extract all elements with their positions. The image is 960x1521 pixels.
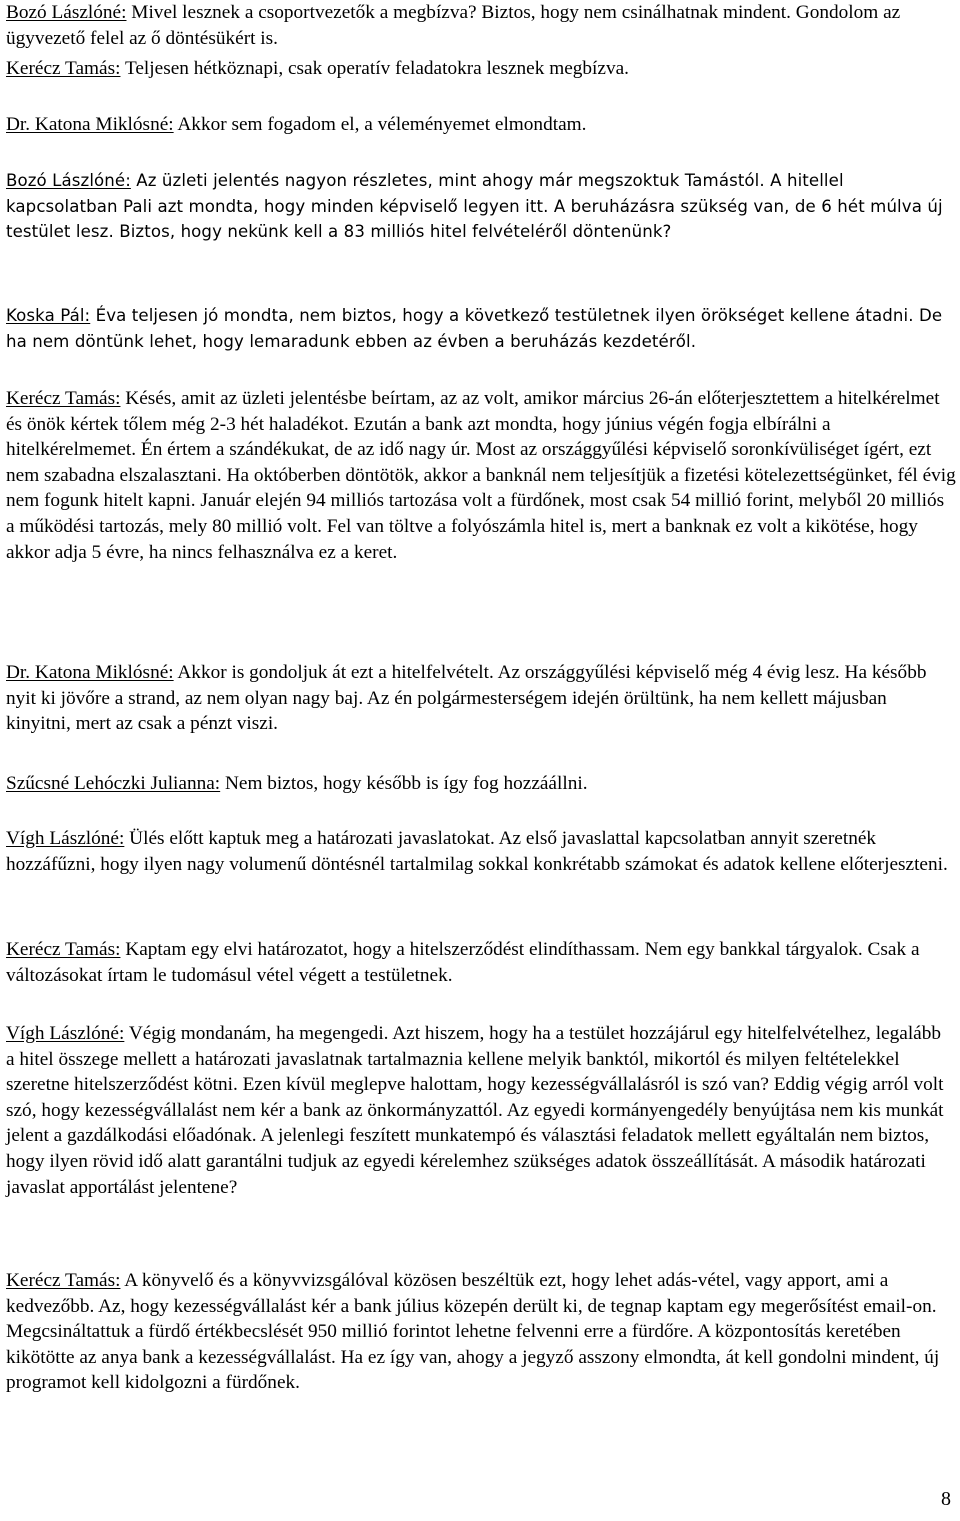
paragraph-10 — [6, 937, 954, 988]
speaker-name: Szűcsné Lehóczki Julianna: — [6, 773, 221, 794]
speaker-name: Dr. Katona Miklósné: — [6, 662, 174, 683]
paragraph-text: Éva teljesen jó mondta, nem biztos, hogy a következő testületnek ilyen örökséget kellene átadni. De ha nem döntünk lehet, hogy lemaradunk ebben az évben a beruházás kezdetéről. — [6, 306, 943, 351]
paragraph-text: Nem biztos, hogy később is így fog hozzáállni. — [220, 773, 588, 794]
paragraph-text: Végig mondanám, ha megengedi. Azt hiszem, hogy ha a testület hozzájárul egy hitelfelvételhez, legalább a hitel összege mellett a határozati javaslatnak tartalmaznia kellene melyik banktól, mikortól és milyen feltételekkel szeretne hitelszerződést kötni. Ezen kívül meglepve halottam, hogy kezességvállalásról is szó van? Eddig végig arról volt szó, hogy kezességvállalást nem kér a bank az önkormányzattól. Az egyedi kormányengedély benyújtása nem kis munkát jelent a gazdálkodási előadónak. A jelenlegi feszített munkatempó és választási feladatok mellett egyáltalán nem biztos, hogy ilyen rövid idő alatt garantálni tudjuk az egyedi kérelemhez szükséges adatok összeállítását. A második határozati javaslat apportálást jelentene? — [6, 1023, 944, 1198]
paragraph-text: Mivel lesznek a csoportvezetők a megbízva? Biztos, hogy nem csinálhatnak mindent. Gondolom az ügyvezető felel az ő döntésükért is. — [6, 2, 901, 49]
speaker-name: Kerécz Tamás: — [6, 1270, 121, 1291]
speaker-name: Vígh Lászlóné: — [6, 1023, 125, 1044]
paragraph-11 — [6, 1021, 954, 1200]
speaker-name: Koska Pál: — [6, 306, 91, 325]
speaker-name: Vígh Lászlóné: — [6, 828, 125, 849]
speaker-name: Dr. Katona Miklósné: — [6, 114, 174, 135]
paragraph-1 — [6, 0, 906, 51]
paragraph-text: Az üzleti jelentés nagyon részletes, mint ahogy már megszoktuk Tamástól. A hitellel kapcsolatban Pali azt mondta, hogy minden képviselő legyen itt. A beruházásra szükség van, de 6 hét múlva új testület lesz. Biztos, hogy nekünk kell a 83 milliós hitel felvételéről döntenünk? — [6, 171, 943, 242]
paragraph-text: Késés, amit az üzleti jelentésbe beírtam, az az volt, amikor március 26-án előterjesztettem a hitelkérelmet és önök kértek tőlem még 2-3 hét haladékot. Ezután a bank azt mondta, hogy június végén fogja elbírálni a hitelkérelmemet. Én értem a szándékukat, de az idő nagy úr. Most az országgyűlési képviselő soronkívüliséget ígért, ezt nem szabadna elszalasztani. Ha októberben döntötök, akkor a banknál nem teljesítjük a fizetési kötelezettségünket, fél évig nem fogunk hitelt kapni. Január elején 94 milliós tartozása volt a fürdőnek, most csak 54 millió forint, melyből 20 milliós a működési tartozás, mely 80 millió volt. Fel van töltve a folyószámla hitel is, mert a banknak ez volt a kikötése, hogy akkor adja 5 évre, ha nincs felhasználva ez a keret. — [6, 388, 956, 563]
paragraph-8 — [6, 771, 954, 797]
paragraph-2 — [6, 56, 906, 82]
paragraph-3 — [6, 112, 906, 138]
speaker-name: Bozó Lászlóné: — [6, 171, 131, 190]
speaker-name: Kerécz Tamás: — [6, 388, 121, 409]
paragraph-9 — [6, 826, 954, 877]
paragraph-text: Akkor is gondoljuk át ezt a hitelfelvételt. Az országgyűlési képviselő még 4 évig lesz. Ha később nyit ki jövőre a strand, az nem olyan nagy baj. Az én polgármesterségem idején örültünk, ha nem kellett májusban kinyitni, mert az csak a pénzt viszi. — [6, 662, 927, 735]
paragraph-text: Kaptam egy elvi határozatot, hogy a hitelszerződést elindíthassam. Nem egy bankkal tárgyalok. Csak a változásokat írtam le tudomásul vétel végett a testületnek. — [6, 939, 920, 986]
paragraph-5 — [6, 303, 954, 354]
paragraph-6 — [6, 386, 956, 565]
paragraph-7 — [6, 660, 954, 737]
paragraph-text: Akkor sem fogadom el, a véleményemet elmondtam. — [173, 114, 587, 135]
paragraph-text: Teljesen hétköznapi, csak operatív feladatokra lesznek megbízva. — [120, 58, 629, 79]
speaker-name: Kerécz Tamás: — [6, 58, 121, 79]
paragraph-text: A könyvelő és a könyvvizsgálóval közösen beszéltük ezt, hogy lehet adás-vétel, vagy apport, ami a kedvezőbb. Az, hogy kezességvállalást kér a bank július közepén derült ki, de tegnap kaptam egy megerősítést email-on. Megcsináltattuk a fürdő értékbecslését 950 millió forintot lehetne felvenni erre a fürdőre. A központosítás keretében kikötötte az anya bank a kezességvállalást. Ha ez így van, ahogy a jegyző asszony elmondta, át kell gondolni mindent, új programot kell kidolgozni a fürdőnek. — [6, 1270, 940, 1394]
speaker-name: Kerécz Tamás: — [6, 939, 121, 960]
paragraph-4 — [6, 168, 954, 245]
speaker-name: Bozó Lászlóné: — [6, 2, 127, 23]
page-number: 8 — [941, 1488, 951, 1510]
paragraph-text: Ülés előtt kaptuk meg a határozati javaslatokat. Az első javaslattal kapcsolatban annyit szeretnék hozzáfűzni, hogy ilyen nagy volumenű döntésnél tartalmilag sokkal konkrétabb számokat és adatok kellene előterjeszteni. — [6, 828, 948, 875]
paragraph-12 — [6, 1268, 954, 1396]
